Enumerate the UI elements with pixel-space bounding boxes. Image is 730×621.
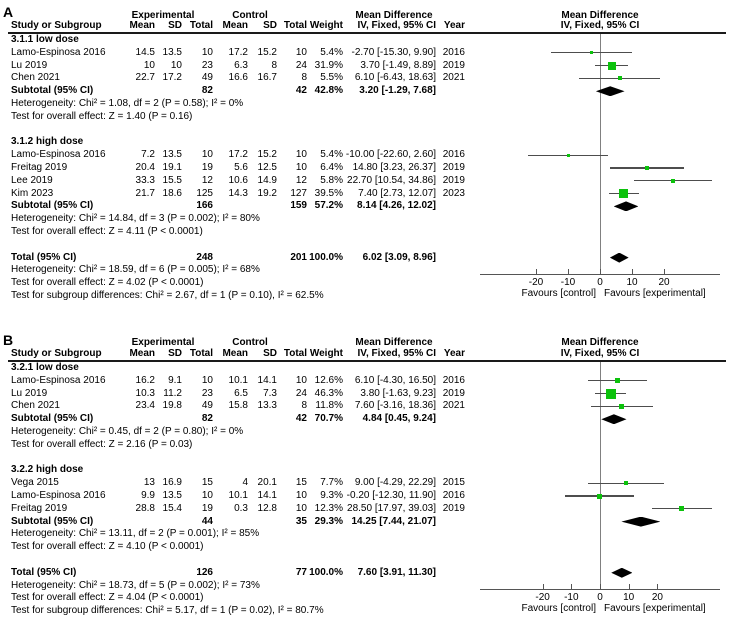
mean-experimental: 13 bbox=[143, 477, 155, 489]
axis-tick-label: 20 bbox=[651, 591, 663, 603]
sd-experimental: 10 bbox=[170, 59, 182, 71]
total-control: 24 bbox=[295, 59, 307, 71]
column-header-control: Control bbox=[232, 9, 268, 21]
favours-experimental-label: Favours [experimental] bbox=[604, 602, 706, 614]
effect-estimate-ci: 14.80 [3.23, 26.37] bbox=[352, 162, 436, 173]
column-header-mean-difference: Mean Difference bbox=[355, 337, 433, 348]
year: 2019 bbox=[442, 387, 465, 399]
subgroup-header: 3.1.2 high dose bbox=[11, 136, 84, 148]
total-experimental: 49 bbox=[201, 72, 213, 84]
column-header-experimental: Experimental bbox=[131, 337, 195, 348]
effect-marker bbox=[619, 404, 624, 409]
study-name: Lu 2019 bbox=[11, 59, 48, 71]
sd-control: 14.1 bbox=[257, 490, 277, 501]
study-name: Lu 2019 bbox=[11, 387, 48, 399]
mean-experimental: 14.5 bbox=[135, 46, 155, 58]
subtotal-n_c: 35 bbox=[295, 515, 307, 527]
axis-tick-label: 0 bbox=[597, 276, 603, 288]
sd-experimental: 19.1 bbox=[162, 162, 182, 173]
sd-experimental: 19.8 bbox=[162, 400, 182, 412]
year: 2015 bbox=[442, 477, 465, 489]
weight: 5.8% bbox=[320, 174, 343, 186]
weight: 12.6% bbox=[314, 374, 343, 386]
effect-marker bbox=[606, 389, 616, 399]
subtotal-n_e: 82 bbox=[201, 85, 213, 97]
year: 2019 bbox=[442, 162, 465, 173]
study-name: Chen 2021 bbox=[11, 400, 60, 412]
overall-effect-text: Test for overall effect: Z = 1.40 (P = 0.16) bbox=[11, 110, 193, 122]
axis-tick-label: -20 bbox=[535, 591, 550, 603]
axis-tick-label: -20 bbox=[528, 276, 544, 288]
effect-marker bbox=[624, 481, 628, 485]
year: 2019 bbox=[442, 502, 465, 514]
heterogeneity-text: Heterogeneity: Chi² = 18.73, df = 5 (P = 0.002); I² = 73% bbox=[11, 579, 260, 591]
total-experimental: 19 bbox=[201, 162, 213, 173]
subtotal-weight: 70.7% bbox=[314, 413, 343, 425]
total-experimental: 10 bbox=[201, 374, 213, 386]
total-control: 12 bbox=[295, 174, 307, 186]
effect-estimate-ci: 9.00 [-4.29, 22.29] bbox=[354, 477, 436, 489]
total-experimental: 15 bbox=[201, 477, 213, 489]
subtotal-weight: 57.2% bbox=[314, 200, 343, 212]
subtotal-ci_label: 4.84 [0.45, 9.24] bbox=[362, 413, 436, 425]
subtotal-ci_label: 14.25 [7.44, 21.07] bbox=[351, 515, 436, 527]
axis-tick-label: 10 bbox=[626, 276, 638, 288]
mean-experimental: 22.7 bbox=[135, 72, 155, 84]
effect-marker bbox=[608, 62, 616, 70]
plot-header-mean-difference: Mean Difference bbox=[561, 9, 639, 21]
effect-estimate-ci: 3.80 [-1.63, 9.23] bbox=[360, 387, 436, 399]
total-n_c: 201 bbox=[290, 251, 307, 263]
favours-experimental-label: Favours [experimental] bbox=[604, 287, 706, 299]
study-name: Freitag 2019 bbox=[11, 162, 68, 173]
subtotal-n_e: 82 bbox=[201, 413, 213, 425]
column-header-mean-difference: Mean Difference bbox=[355, 9, 433, 21]
axis-tick-label: 10 bbox=[623, 591, 635, 603]
heterogeneity-text: Heterogeneity: Chi² = 1.08, df = 2 (P = 0.58); I² = 0% bbox=[11, 98, 244, 109]
axis-tick bbox=[632, 269, 633, 275]
sd-experimental: 16.9 bbox=[162, 477, 182, 489]
column-header-study: Study or Subgroup bbox=[11, 20, 102, 31]
effect-estimate-ci: -2.70 [-15.30, 9.90] bbox=[351, 46, 436, 58]
heterogeneity-text: Heterogeneity: Chi² = 14.84, df = 3 (P = 0.002); I² = 80% bbox=[11, 213, 260, 225]
total-control: 10 bbox=[295, 149, 307, 161]
sd-experimental: 11.2 bbox=[163, 387, 182, 399]
mean-experimental: 10 bbox=[143, 59, 155, 71]
effect-estimate-ci: 22.70 [10.54, 34.86] bbox=[347, 174, 436, 186]
panel-label: B bbox=[3, 332, 14, 348]
study-name: Lamo-Espinosa 2016 bbox=[11, 374, 106, 386]
sd-control: 16.7 bbox=[257, 72, 277, 84]
effect-marker bbox=[615, 378, 620, 383]
column-header-study: Study or Subgroup bbox=[11, 348, 102, 359]
column-header-mean-control: Mean bbox=[222, 348, 248, 359]
weight: 6.4% bbox=[320, 162, 343, 173]
sd-control: 14.9 bbox=[257, 174, 277, 186]
mean-control: 15.8 bbox=[228, 400, 248, 412]
subtotal-weight: 42.8% bbox=[314, 85, 343, 97]
year: 2021 bbox=[442, 72, 465, 84]
axis-tick bbox=[571, 584, 572, 590]
effect-marker bbox=[645, 166, 649, 170]
sd-control: 7.3 bbox=[263, 387, 277, 399]
overall-effect-text: Test for overall effect: Z = 2.16 (P = 0.03) bbox=[11, 438, 193, 450]
summary-diamond bbox=[601, 414, 626, 424]
mean-control: 17.2 bbox=[228, 46, 248, 58]
subgroup-difference-text: Test for subgroup differences: Chi² = 5.17, df = 1 (P = 0.02), I² = 80.7% bbox=[11, 605, 324, 617]
total-weight: 100.0% bbox=[309, 251, 343, 263]
effect-estimate-ci: 6.10 [-6.43, 18.63] bbox=[354, 72, 436, 84]
mean-experimental: 9.9 bbox=[141, 490, 155, 501]
weight: 5.4% bbox=[320, 46, 343, 58]
year: 2016 bbox=[442, 149, 465, 161]
column-header-weight: Weight bbox=[309, 20, 343, 31]
mean-control: 10.1 bbox=[228, 490, 248, 501]
weight: 39.5% bbox=[314, 187, 343, 199]
overall-effect-text: Test for overall effect: Z = 4.11 (P < 0.0001) bbox=[11, 226, 203, 237]
total-ci_label: 7.60 [3.91, 11.30] bbox=[357, 566, 436, 578]
subgroup-difference-text: Test for subgroup differences: Chi² = 2.67, df = 1 (P = 0.10), I² = 62.5% bbox=[11, 290, 324, 301]
overall-effect-text: Test for overall effect: Z = 4.10 (P < 0.0001) bbox=[11, 541, 204, 553]
effect-estimate-ci: 7.60 [-3.16, 18.36] bbox=[354, 400, 436, 412]
mean-control: 6.5 bbox=[234, 387, 248, 399]
favours-control-label: Favours [control] bbox=[521, 602, 596, 614]
summary-diamond bbox=[614, 201, 639, 211]
sd-control: 12.5 bbox=[257, 162, 277, 173]
mean-control: 0.3 bbox=[234, 502, 248, 514]
subtotal-n_c: 159 bbox=[290, 200, 307, 212]
sd-control: 12.8 bbox=[257, 502, 277, 514]
total-experimental: 10 bbox=[201, 46, 213, 58]
effect-marker bbox=[671, 179, 675, 183]
year: 2023 bbox=[442, 187, 465, 199]
axis-tick bbox=[657, 584, 658, 590]
year: 2019 bbox=[442, 174, 465, 186]
study-name: Chen 2021 bbox=[11, 72, 60, 84]
total-control: 127 bbox=[290, 187, 307, 199]
summary-diamond bbox=[621, 517, 660, 527]
plot-header-method: IV, Fixed, 95% CI bbox=[560, 348, 640, 359]
mean-control: 5.6 bbox=[234, 162, 248, 173]
effect-marker bbox=[590, 51, 593, 54]
study-name: Lamo-Espinosa 2016 bbox=[11, 490, 106, 501]
total-experimental: 23 bbox=[201, 387, 213, 399]
total-control: 10 bbox=[295, 162, 307, 173]
sd-control: 13.3 bbox=[257, 400, 277, 412]
mean-experimental: 7.2 bbox=[141, 149, 155, 161]
total-n_e: 126 bbox=[196, 566, 213, 578]
column-header-mean-experimental: Mean bbox=[129, 20, 155, 31]
total-control: 8 bbox=[301, 72, 307, 84]
column-header-year: Year bbox=[443, 20, 465, 31]
effect-estimate-ci: 28.50 [17.97, 39.03] bbox=[347, 502, 436, 514]
total-label: Total (95% CI) bbox=[11, 566, 77, 578]
axis-tick bbox=[536, 269, 537, 275]
axis-tick bbox=[568, 269, 569, 275]
total-label: Total (95% CI) bbox=[11, 251, 77, 263]
total-control: 10 bbox=[295, 502, 307, 514]
summary-diamond bbox=[611, 568, 632, 578]
column-header-year: Year bbox=[443, 348, 465, 359]
sd-experimental: 18.6 bbox=[162, 187, 182, 199]
axis-tick bbox=[600, 584, 601, 590]
heterogeneity-text: Heterogeneity: Chi² = 13.11, df = 2 (P = 0.001); I² = 85% bbox=[11, 528, 260, 540]
sd-control: 14.1 bbox=[257, 374, 277, 386]
column-header-effect-estimate-ci: IV, Fixed, 95% CI bbox=[357, 348, 436, 359]
effect-estimate-ci: -0.20 [-12.30, 11.90] bbox=[346, 490, 436, 501]
overall-effect-text: Test for overall effect: Z = 4.02 (P < 0.0001) bbox=[11, 277, 204, 289]
column-header-sd-experimental: SD bbox=[168, 348, 182, 359]
total-experimental: 10 bbox=[201, 149, 213, 161]
mean-control: 6.3 bbox=[234, 59, 248, 71]
weight: 46.3% bbox=[314, 387, 343, 399]
axis-tick bbox=[664, 269, 665, 275]
total-experimental: 49 bbox=[201, 400, 213, 412]
study-name: Vega 2015 bbox=[11, 477, 59, 489]
mean-experimental: 23.4 bbox=[135, 400, 155, 412]
weight: 9.3% bbox=[320, 490, 343, 501]
column-header-total-experimental: Total bbox=[189, 348, 213, 359]
effect-estimate-ci: 3.70 [-1.49, 8.89] bbox=[360, 59, 436, 71]
sd-control: 15.2 bbox=[257, 149, 277, 161]
total-control: 10 bbox=[295, 46, 307, 58]
mean-control: 10.1 bbox=[228, 374, 248, 386]
weight: 7.7% bbox=[320, 477, 343, 489]
column-header-sd-experimental: SD bbox=[168, 20, 182, 31]
column-header-experimental: Experimental bbox=[131, 9, 195, 21]
axis-tick-label: -10 bbox=[564, 591, 579, 603]
mean-experimental: 21.7 bbox=[135, 187, 155, 199]
sd-experimental: 9.1 bbox=[168, 374, 182, 386]
subtotal-n_e: 166 bbox=[196, 200, 213, 212]
sd-experimental: 13.5 bbox=[162, 490, 182, 501]
axis-tick-label: 20 bbox=[658, 276, 670, 288]
heterogeneity-text: Heterogeneity: Chi² = 0.45, df = 2 (P = 0.80); I² = 0% bbox=[11, 426, 244, 437]
subtotal-n_c: 42 bbox=[295, 85, 307, 97]
column-header-effect-estimate-ci: IV, Fixed, 95% CI bbox=[357, 20, 436, 31]
subtotal-label: Subtotal (95% CI) bbox=[11, 515, 94, 527]
subgroup-header: 3.1.1 low dose bbox=[11, 34, 79, 45]
effect-marker bbox=[567, 154, 570, 157]
mean-experimental: 33.3 bbox=[135, 174, 155, 186]
study-name: Freitag 2019 bbox=[11, 502, 68, 514]
total-control: 24 bbox=[295, 387, 307, 399]
effect-marker bbox=[679, 506, 684, 511]
weight: 12.3% bbox=[314, 502, 343, 514]
sd-experimental: 13.5 bbox=[162, 46, 182, 58]
column-header-mean-control: Mean bbox=[222, 20, 248, 31]
subgroup-header: 3.2.2 high dose bbox=[11, 464, 84, 476]
overall-effect-text: Test for overall effect: Z = 4.04 (P < 0.0001) bbox=[11, 592, 204, 604]
subgroup-header: 3.2.1 low dose bbox=[11, 362, 79, 373]
weight: 11.8% bbox=[315, 400, 343, 412]
mean-experimental: 16.2 bbox=[135, 374, 155, 386]
subtotal-label: Subtotal (95% CI) bbox=[11, 85, 94, 97]
subtotal-label: Subtotal (95% CI) bbox=[11, 200, 94, 212]
column-header-sd-control: SD bbox=[263, 20, 277, 31]
favours-control-label: Favours [control] bbox=[521, 287, 596, 299]
plot-header-method: IV, Fixed, 95% CI bbox=[560, 20, 640, 31]
column-header-total-experimental: Total bbox=[189, 20, 213, 31]
effect-estimate-ci: 6.10 [-4.30, 16.50] bbox=[354, 374, 436, 386]
sd-control: 15.2 bbox=[257, 46, 277, 58]
zero-line bbox=[600, 362, 601, 589]
sd-control: 19.2 bbox=[257, 187, 277, 199]
year: 2016 bbox=[442, 490, 465, 501]
mean-control: 16.6 bbox=[228, 72, 248, 84]
total-experimental: 125 bbox=[196, 187, 213, 199]
study-name: Lee 2019 bbox=[11, 174, 53, 186]
mean-control: 4 bbox=[242, 477, 248, 489]
mean-control: 10.6 bbox=[228, 174, 248, 186]
effect-marker bbox=[597, 494, 602, 499]
panel-label: A bbox=[3, 4, 14, 20]
total-n_e: 248 bbox=[196, 251, 213, 263]
subtotal-ci_label: 8.14 [4.26, 12.02] bbox=[357, 200, 436, 212]
axis-tick bbox=[600, 269, 601, 275]
effect-marker bbox=[618, 76, 622, 80]
mean-control: 17.2 bbox=[228, 149, 248, 161]
subtotal-weight: 29.3% bbox=[314, 515, 343, 527]
heterogeneity-text: Heterogeneity: Chi² = 18.59, df = 6 (P = 0.005); I² = 68% bbox=[11, 264, 260, 276]
effect-marker bbox=[619, 189, 628, 198]
effect-estimate-ci: 7.40 [2.73, 12.07] bbox=[358, 187, 436, 199]
weight: 5.4% bbox=[320, 149, 343, 161]
total-ci_label: 6.02 [3.09, 8.96] bbox=[362, 251, 436, 263]
mean-experimental: 10.3 bbox=[135, 387, 155, 399]
sd-control: 8 bbox=[271, 59, 277, 71]
axis-tick-label: 0 bbox=[597, 591, 603, 603]
weight: 5.5% bbox=[320, 72, 343, 84]
subtotal-n_c: 42 bbox=[295, 413, 307, 425]
column-header-total-control: Total bbox=[283, 20, 307, 31]
subtotal-ci_label: 3.20 [-1.29, 7.68] bbox=[359, 85, 436, 97]
column-header-weight: Weight bbox=[309, 348, 343, 359]
total-experimental: 19 bbox=[201, 502, 213, 514]
total-weight: 100.0% bbox=[309, 566, 343, 578]
total-control: 10 bbox=[295, 374, 307, 386]
study-name: Kim 2023 bbox=[11, 187, 54, 199]
subtotal-n_e: 44 bbox=[201, 515, 213, 527]
plot-header-mean-difference: Mean Difference bbox=[561, 337, 639, 348]
sd-experimental: 15.4 bbox=[162, 502, 182, 514]
total-control: 15 bbox=[295, 477, 307, 489]
mean-control: 14.3 bbox=[228, 187, 248, 199]
column-header-total-control: Total bbox=[283, 348, 307, 359]
year: 2016 bbox=[442, 46, 465, 58]
sd-experimental: 15.5 bbox=[162, 174, 182, 186]
total-experimental: 23 bbox=[201, 59, 213, 71]
axis-tick bbox=[543, 584, 544, 590]
weight: 31.9% bbox=[314, 59, 343, 71]
column-header-mean-experimental: Mean bbox=[129, 348, 155, 359]
column-header-control: Control bbox=[232, 337, 268, 348]
year: 2021 bbox=[442, 400, 465, 412]
effect-estimate-ci: -10.00 [-22.60, 2.60] bbox=[345, 149, 436, 161]
mean-experimental: 28.8 bbox=[135, 502, 155, 514]
sd-experimental: 17.2 bbox=[162, 72, 182, 84]
year: 2019 bbox=[442, 59, 465, 71]
total-control: 10 bbox=[295, 490, 307, 501]
year: 2016 bbox=[442, 374, 465, 386]
axis-tick-label: -10 bbox=[560, 276, 576, 288]
axis-tick bbox=[629, 584, 630, 590]
study-name: Lamo-Espinosa 2016 bbox=[11, 149, 106, 161]
total-control: 8 bbox=[301, 400, 307, 412]
total-experimental: 10 bbox=[201, 490, 213, 501]
total-experimental: 12 bbox=[201, 174, 213, 186]
summary-diamond bbox=[610, 253, 629, 263]
subtotal-label: Subtotal (95% CI) bbox=[11, 413, 94, 425]
column-header-sd-control: SD bbox=[263, 348, 277, 359]
sd-experimental: 13.5 bbox=[162, 149, 182, 161]
study-name: Lamo-Espinosa 2016 bbox=[11, 46, 106, 58]
mean-experimental: 20.4 bbox=[135, 162, 155, 173]
sd-control: 20.1 bbox=[257, 477, 277, 489]
total-n_c: 77 bbox=[295, 566, 307, 578]
